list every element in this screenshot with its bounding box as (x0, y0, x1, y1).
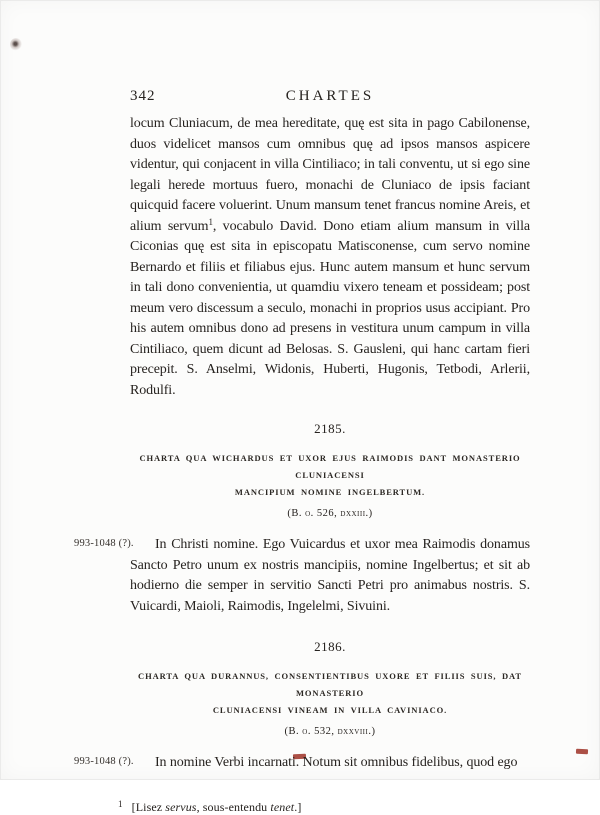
footnote-text: , sous-entendu (196, 799, 271, 814)
source-citation: (B. o. 526, dxxiii.) (287, 508, 373, 519)
charter-heading (130, 668, 530, 719)
footnote-marker: 1 (118, 798, 123, 809)
charter-number: 2185. (314, 421, 346, 436)
red-mark-bottom-right (576, 749, 588, 755)
charter-2186 (74, 639, 530, 774)
text-column (74, 88, 530, 815)
continuation-paragraph (130, 114, 530, 401)
paragraph-text: , vocabulo David. Dono etiam alium mansum in villa Ciconias quę est sita in episcopatu Matisconense, cum servo nomine Bernardo et filiis et filiabus ejus. Hunc autem mansum et hunc servum in tali dono convenientia, ut quamdiu vixero teneam et possideam; post meum vero discessum a seculo, monachi in proprios usus accipiant. Pro his autem omnibus dono ad presens in vestitura unum campum in villa Cintiliaco, quem dicunt ad Belosas. S. Gausleni, qui hanc cartam fieri precepit. S. Anselmi, Widonis, Huberti, Hugonis, Tetbodi, Arlerii, Rodulfi. (130, 218, 530, 398)
footnote-term: tenet (270, 799, 295, 814)
charter-heading-line: CHARTA QUA DURANNUS, CONSENTIENTIBUS UXORE ET FILIIS SUIS, DAT MONASTERIO (138, 671, 522, 698)
charter-body: In nomine Verbi incarnati. Notum sit omnibus fidelibus, quod ego (155, 755, 518, 770)
charter-heading-line: CHARTA QUA WICHARDUS ET UXOR EJUS RAIMODIS DANT MONASTERIO CLUNIACENSI (139, 453, 521, 480)
charter-heading-line: CLUNIACENSI VINEAM IN VILLA CAVINIACO. (212, 705, 448, 715)
running-title: CHARTES (285, 88, 375, 104)
charter-heading (130, 450, 530, 501)
paragraph-text: locum Cluniacum, de mea hereditate, quę est sita in pago Cabilonense, duos videlicet mansos cum omnibus quę ad ipsos mansos aspicere videntur, qui conjacent in villa Cintiliaco; in tali conventu, ut si ego sine legali herede mortuus fuero, monachi de Cluniaco de ipsis faciant quicquid facere voluerint. Unum mansum tenet francus nomine Areis, et alium servum (130, 116, 530, 234)
source-citation: (B. o. 532, dxxviii.) (284, 726, 376, 737)
footnote-term: servus (165, 799, 197, 814)
page-header (130, 88, 530, 107)
charter-paragraph-block (74, 535, 530, 617)
charter-body: In Christi nomine. Ego Vuicardus et uxor mea Raimodis donamus Sancto Petro unum ex nostris mancipiis, nomine Ingelbertus; et sit ab hodierno die semper in servitio Sancti Petri pro animabus nostris. S. Vuicardi, Maioli, Raimodis, Ingelelmi, Sivuini. (130, 537, 530, 614)
ink-spot (10, 38, 22, 51)
margin-date: 993-1048 (?). (74, 756, 134, 767)
charter-heading-line: MANCIPIUM NOMINE INGELBERTUM. (234, 487, 426, 497)
page-number: 342 (130, 88, 156, 104)
charter-2185 (74, 421, 530, 617)
footnote-text: [Lisez (131, 799, 166, 814)
charter-number: 2186. (314, 639, 346, 654)
footnote (118, 800, 530, 815)
footnote-text: .] (294, 799, 302, 814)
footnote-reference: 1 (208, 216, 213, 227)
charter-paragraph-block (74, 753, 530, 774)
margin-date: 993-1048 (?). (74, 538, 134, 549)
